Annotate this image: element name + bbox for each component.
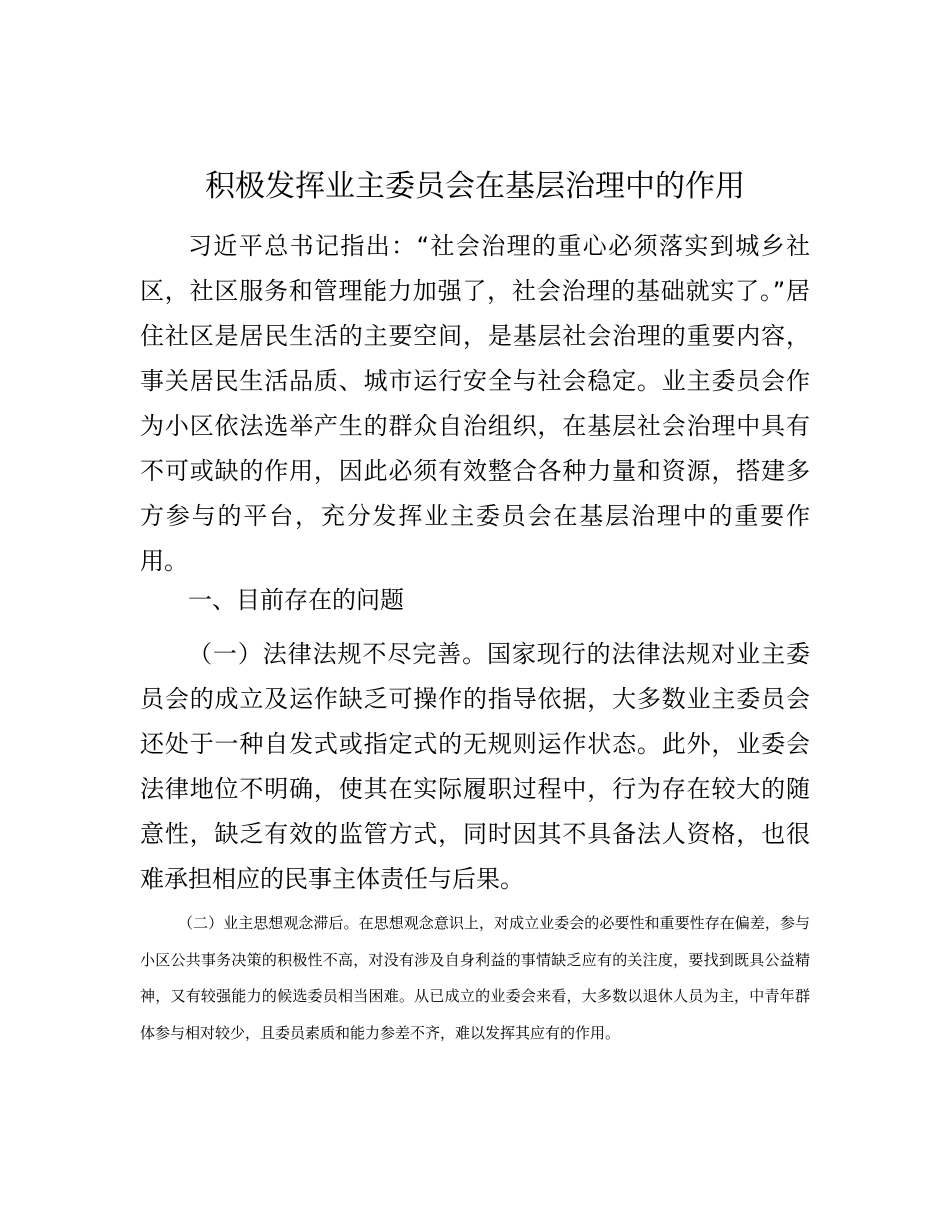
point-2-paragraph: （二）业主思想观念滞后。在思想观念意识上，对成立业委会的必要性和重要性存在偏差，参与小区公共事务决策的积极性不高，对没有涉及自身利益的事情缺乏应有的关注度，要找到既具公益精神，又有较强能力的候选委员相当困难。从已成立的业委会来看，大多数以退休人员为主，中青年群体参与相对较少，且委员素质和能力参差不齐，难以发挥其应有的作用。 — [140, 914, 810, 1042]
document-title: 积极发挥业主委员会在基层治理中的作用 — [205, 169, 745, 204]
section-heading: 一、目前存在的问题 — [188, 586, 404, 614]
intro-paragraph: 习近平总书记指出：“社会治理的重心必须落实到城乡社区，社区服务和管理能力加强了，社会治理的基础就实了。”居住社区是居民生活的主要空间，是基层社会治理的重要内容，事关居民生活品质、城市运行安全与社会稳定。业主委员会作为小区依法选举产生的群众自治组织，在基层社会治理中具有不可或缺的作用，因此必须有效整合各种力量和资源，搭建多方参与的平台，充分发挥业主委员会在基层治理中的重要作用。 — [140, 232, 810, 575]
point-1-paragraph: （一）法律法规不尽完善。国家现行的法律法规对业主委员会的成立及运作缺乏可操作的指导依据，大多数业主委员会还处于一种自发式或指定式的无规则运作状态。此外，业委会法律地位不明确，使其在实际履职过程中，行为存在较大的随意性，缺乏有效的监管方式，同时因其不具备法人资格，也很难承担相应的民事主体责任与后果。 — [140, 640, 810, 893]
